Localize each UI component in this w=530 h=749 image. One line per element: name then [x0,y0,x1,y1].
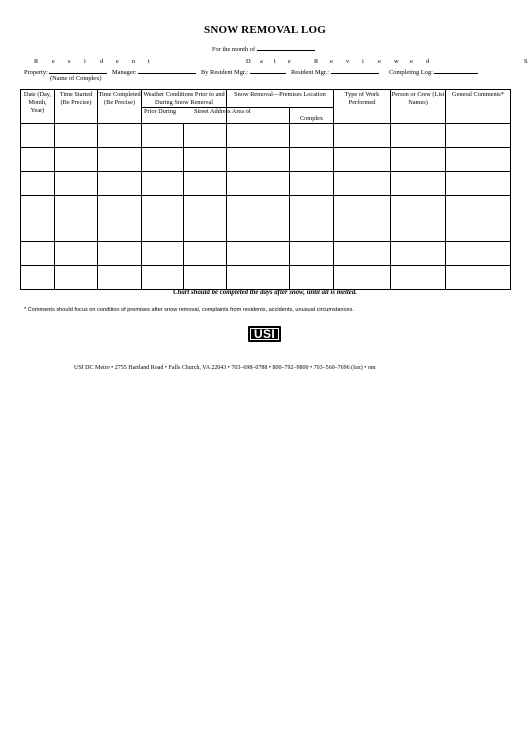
header-complex: Complex [290,108,334,124]
completing-log-field [389,67,478,76]
usi-logo: USI [248,326,281,342]
header-snow-removal: Snow Removal—Premises Location [227,90,334,108]
snow-removal-log-table [20,89,511,290]
name-of-complex-label: (Name of Complex) [50,75,102,82]
resident-mgr-field [291,67,379,76]
property-label: Property: [24,69,48,76]
table-row [21,124,511,148]
s-spaced: S [524,58,528,65]
by-resident-mgr-label: By Resident Mgr.: [201,69,249,76]
manager-line[interactable] [138,67,196,74]
table-row [21,242,511,266]
page-title: SNOW REMOVAL LOG [204,24,326,36]
header-type-of-work: Type of Work Performed [334,90,391,124]
table-row [21,148,511,172]
month-line[interactable] [257,44,315,51]
footer-address: USI DC Metro • 2755 Hartland Road • Falls Church, VA 22043 • 703–698–0788 • 800–792–9800 • 703–560–7696 (fax) • om [74,365,376,371]
header-date: Date (Day, Month, Year) [21,90,55,124]
property-line[interactable] [49,67,107,74]
header-weather: Weather Conditions Prior to and During Snow Removal [143,91,225,106]
logo-border [250,328,279,340]
completing-log-line[interactable] [434,67,478,74]
by-resident-mgr-field [201,67,286,76]
reviewed-spaced: R e v i e w e d [314,58,430,65]
resident-mgr-label: Resident Mgr.: [291,69,329,76]
by-resident-mgr-line[interactable] [250,67,286,74]
header-street-address: Street Address Area of [227,108,290,124]
header-general-comments: General Comments* [446,90,511,124]
header-time-started: Time Started (Be Precise) [55,90,98,124]
date-spaced: D a t e [246,58,291,65]
month-label: For the month of [212,46,256,53]
resident-mgr-line[interactable] [331,67,379,74]
header-weather-prior: Prior During [142,108,184,124]
header-time-completed: Time Completed (Be Precise) [98,90,142,124]
comments-footnote: * Comments should focus on condition of premises after snow removal, complaints from residents, accidents, unusual circumstances. [24,307,354,313]
header-person-or-crew: Person or Crew (List Names) [391,90,446,124]
completing-log-label: Completing Log: [389,69,433,76]
table-row [21,172,511,196]
month-field [212,44,315,53]
chart-completion-note: Chart should be completed the days after snow, until all is melted. [173,289,357,296]
manager-label: Manager: [112,69,137,76]
table-row [21,196,511,242]
resident-spaced: R e s i d e n t [34,58,150,65]
table-row [21,266,511,290]
manager-field [112,67,196,76]
